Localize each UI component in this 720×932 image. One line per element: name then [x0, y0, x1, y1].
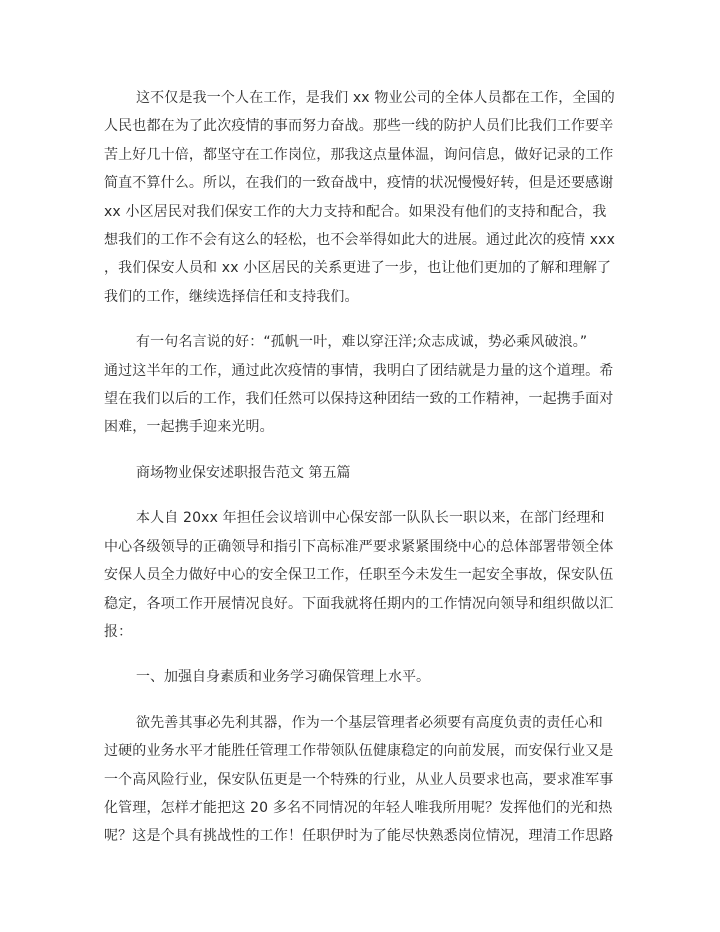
paragraph-line: 有一句名言说的好：“孤帆一叶，难以穿汪洋;众志成诚，势必乘风破浪。”: [136, 334, 588, 351]
paragraph-2: [104, 328, 616, 442]
paragraph-line: 想我们的工作不会有这么的轻松，也不会举得如此大的进展。通过此次的疫情 xxx: [104, 232, 616, 249]
paragraph-line: 人民也都在为了此次疫情的事而努力奋战。那些一线的防护人员们比我们工作要辛: [104, 118, 614, 135]
paragraph-line: 过硬的业务水平才能胜任管理工作带领队伍健康稳定的向前发展，而安保行业又是: [104, 743, 614, 760]
paragraph-3: [104, 504, 616, 646]
paragraph-line: 化管理，怎样才能把这 20 多名不同情况的年轻人唯我所用呢？发挥他们的光和热: [104, 799, 613, 816]
paragraph-4: [104, 709, 616, 851]
paragraph-line: 困难，一起携手迎来光明。: [104, 419, 274, 436]
paragraph-line: 本人自 20xx 年担任会议培训中心保安部一队队长一职以来，在部门经理和: [136, 510, 605, 527]
paragraph-line: 呢？这是个具有挑战性的工作！任职伊时为了能尽快熟悉岗位情况，理清工作思路: [104, 828, 614, 845]
paragraph-line: 通过这半年的工作，通过此次疫情的事情，我明白了团结就是力量的这个道理。希: [104, 362, 614, 379]
paragraph-line: 我们的工作，继续选择信任和支持我们。: [104, 288, 359, 305]
paragraph-line: 一个高风险行业，保安队伍更是一个特殊的行业，从业人员要求也高，要求准军事: [104, 771, 614, 788]
paragraph-1: [104, 84, 616, 311]
paragraph-line: 中心各级领导的正确领导和指引下高标准严要求紧紧围绕中心的总体部署带领全体: [104, 538, 614, 555]
paragraph-line: 简直不算什么。所以，在我们的一致奋战中，疫情的状况慢慢好转，但是还要感谢: [104, 175, 614, 192]
subheading: 一、加强自身素质和业务学习确保管理上水平。: [136, 669, 430, 686]
paragraph-line: 这不仅是我一个人在工作，是我们 xx 物业公司的全体人员都在工作，全国的: [136, 90, 615, 106]
paragraph-line: 报：: [104, 623, 133, 640]
paragraph-line: ，我们保安人员和 xx 小区居民的关系更进了一步，也让他们更加的了解和理解了: [104, 260, 612, 277]
paragraph-line: 安保人员全力做好中心的安全保卫工作，任职至今未发生一起安全事故，保安队伍: [104, 567, 614, 584]
section-title: 商场物业保安述职报告范文 第五篇: [136, 464, 351, 481]
paragraph-line: 欲先善其事必先利其器，作为一个基层管理者必须要有高度负责的责任心和: [136, 714, 603, 731]
paragraph-line: xx 小区居民对我们保安工作的大力支持和配合。如果没有他们的支持和配合，我: [104, 203, 607, 220]
paragraph-line: 望在我们以后的工作，我们任然可以保持这种团结一致的工作精神，一起携手面对: [104, 391, 614, 408]
paragraph-line: 稳定，各项工作开展情况良好。下面我就将任期内的工作情况向领导和组织做以汇: [104, 595, 614, 612]
paragraph-line: 苦上好几十倍，都坚守在工作岗位，那我这点量体温，询问信息，做好记录的工作: [104, 146, 614, 163]
document-body: [104, 84, 616, 868]
